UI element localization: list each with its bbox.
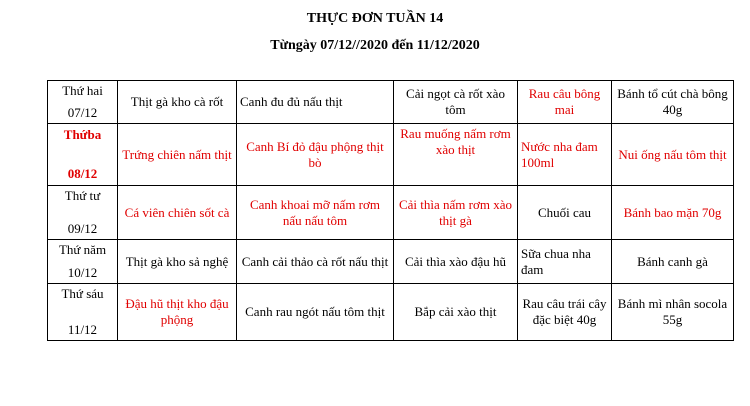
day-cell (48, 240, 118, 284)
dish-main: Cá viên chiên sốt cà (118, 186, 237, 240)
dish-main: Thịt gà kho sả nghệ (118, 240, 237, 284)
dish-vegetable: Cải thìa nấm rơm xào thịt gà (394, 186, 518, 240)
day-cell (48, 186, 118, 240)
day-date: 07/12 (67, 105, 98, 120)
dish-dessert: Rau câu bông mai (518, 81, 612, 124)
dish-dessert: Chuối cau (518, 186, 612, 240)
day-name: Thứ năm (58, 242, 107, 257)
dish-main: Đậu hũ thịt kho đậu phộng (118, 284, 237, 341)
dish-vegetable: Rau muống nấm rơm xào thịt (394, 124, 518, 186)
table-row (48, 240, 734, 284)
dish-soup: Canh cải thảo cà rốt nấu thịt (237, 240, 394, 284)
dish-soup: Canh Bí đỏ đậu phộng thịt bò (237, 124, 394, 186)
dish-vegetable: Cải thìa xào đậu hũ (394, 240, 518, 284)
dish-snack: Bánh canh gà (612, 240, 734, 284)
day-date: 08/12 (67, 166, 98, 181)
date-range: Từngày 07/12//2020 đến 11/12/2020 (270, 38, 480, 53)
dish-vegetable: Cải ngọt cà rốt xào tôm (394, 81, 518, 124)
day-name: Thứ tư (64, 188, 101, 203)
dish-snack: Bánh mì nhân socola 55g (612, 284, 734, 341)
dish-main: Trứng chiên nấm thịt (118, 124, 237, 186)
day-date: 09/12 (67, 221, 98, 236)
day-cell (48, 284, 118, 341)
dish-soup: Canh đu đủ nấu thịt (237, 81, 394, 124)
table-row (48, 81, 734, 124)
day-name: Thứba (63, 127, 102, 142)
dish-dessert: Sữa chua nha đam (518, 240, 612, 284)
dish-dessert: Rau câu trái cây đặc biệt 40g (518, 284, 612, 341)
day-cell (48, 81, 118, 124)
day-name: Thứ sáu (61, 286, 104, 301)
day-date: 11/12 (67, 322, 98, 337)
table-row (48, 186, 734, 240)
dish-dessert: Nước nha đam 100ml (518, 124, 612, 186)
dish-vegetable: Bắp cải xào thịt (394, 284, 518, 341)
day-date: 10/12 (67, 265, 98, 280)
dish-soup: Canh khoai mỡ nấm rơm nấu nấu tôm (237, 186, 394, 240)
table-row (48, 284, 734, 341)
day-cell (48, 124, 118, 186)
page-title: THỰC ĐƠN TUẦN 14 (306, 11, 444, 26)
dish-main: Thịt gà kho cà rốt (118, 81, 237, 124)
day-name: Thứ hai (62, 83, 103, 98)
dish-soup: Canh rau ngót nấu tôm thịt (237, 284, 394, 341)
dish-snack: Bánh tổ cút chà bông 40g (612, 81, 734, 124)
dish-snack: Nui ống nấu tôm thịt (612, 124, 734, 186)
dish-snack: Bánh bao mặn 70g (612, 186, 734, 240)
table-row (48, 124, 734, 186)
menu-table (47, 80, 734, 341)
